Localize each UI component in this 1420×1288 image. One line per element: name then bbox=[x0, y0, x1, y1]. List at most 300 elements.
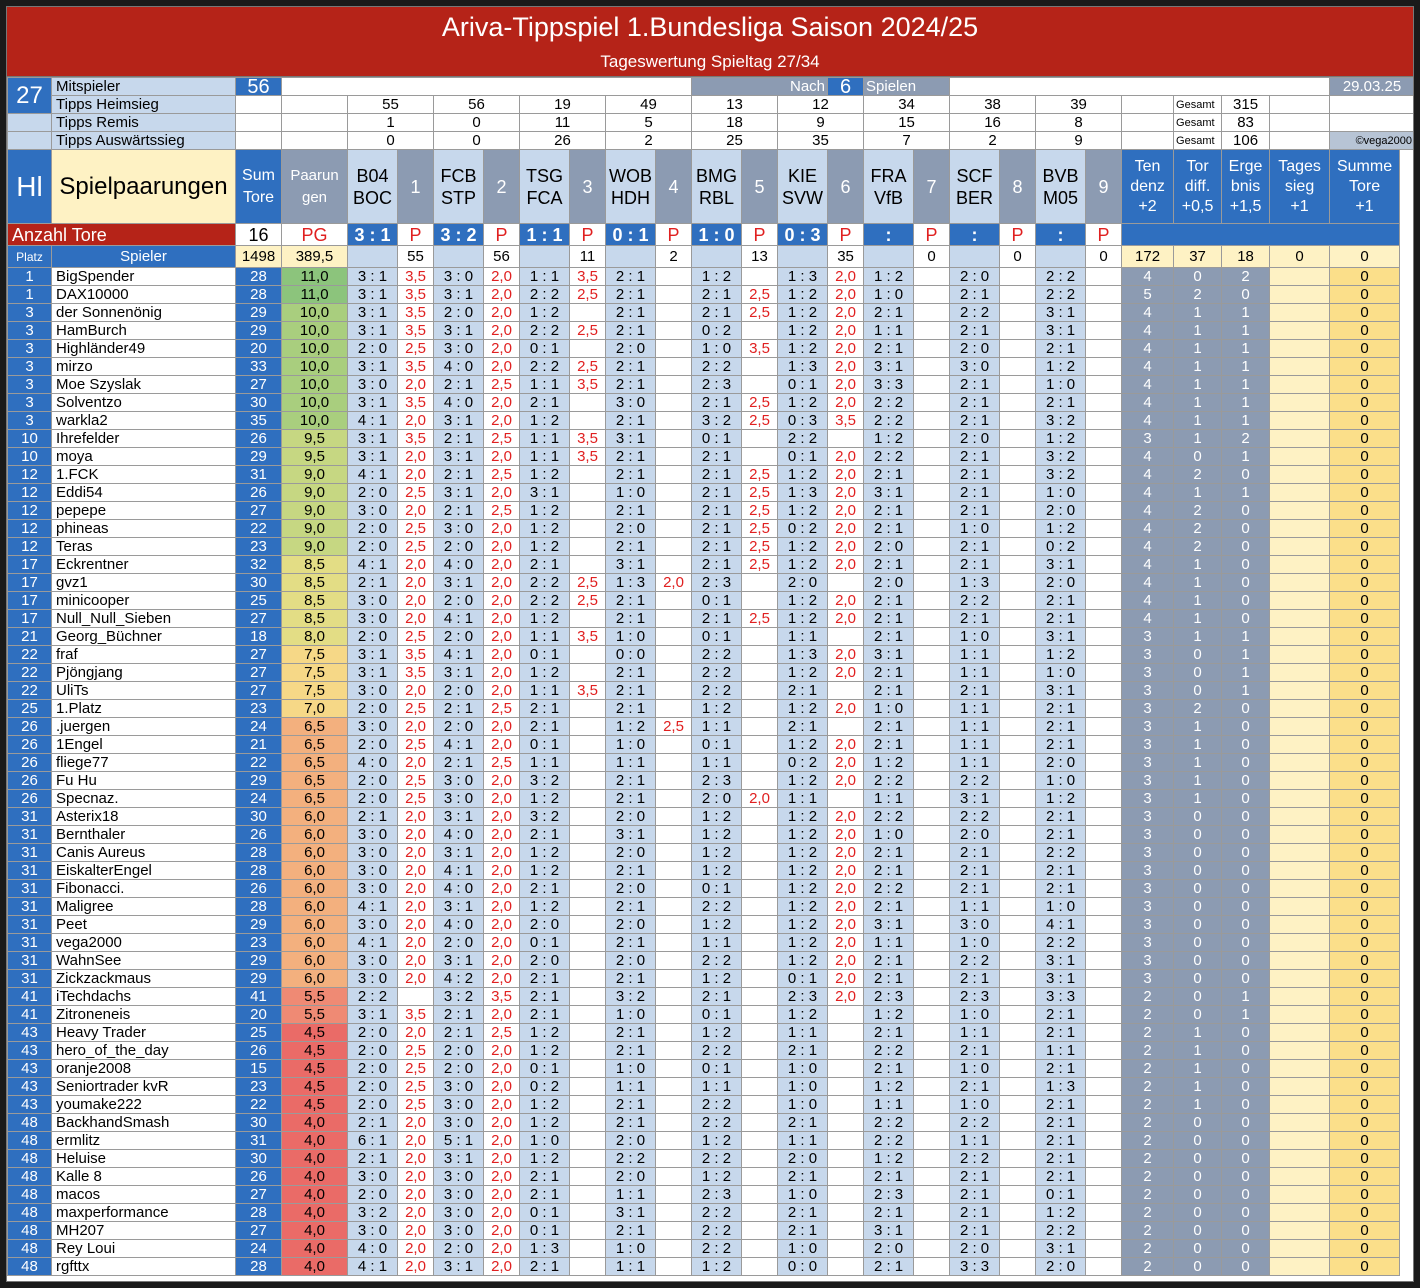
player-tendenz: 4 bbox=[1122, 394, 1174, 412]
player-ergebnis: 0 bbox=[1222, 880, 1270, 898]
player-sum-tore: 27 bbox=[236, 646, 282, 664]
player-tipp-points bbox=[570, 1024, 606, 1042]
player-tipp-points: 2,0 bbox=[484, 1114, 520, 1132]
player-sum-tore: 29 bbox=[236, 952, 282, 970]
player-tipp: 2 : 1 bbox=[778, 1114, 828, 1132]
cell bbox=[434, 246, 484, 268]
player-tipp: 3 : 0 bbox=[950, 916, 1000, 934]
player-tipp-points bbox=[914, 952, 950, 970]
game-7-pairing: FRA VfB bbox=[864, 150, 914, 224]
player-tipp: 3 : 0 bbox=[434, 1096, 484, 1114]
player-tipp: 1 : 0 bbox=[520, 1132, 570, 1150]
player-tipp: 2 : 2 bbox=[1036, 844, 1086, 862]
player-tipp-points bbox=[656, 556, 692, 574]
player-tordiff: 0 bbox=[1174, 1222, 1222, 1240]
player-points: 4,0 bbox=[282, 1258, 348, 1276]
player-tipp-points bbox=[656, 322, 692, 340]
player-tipp: 2 : 2 bbox=[950, 304, 1000, 322]
spieler-header: Spieler bbox=[52, 246, 236, 268]
player-tipp: 1 : 1 bbox=[950, 1024, 1000, 1042]
tipps-heim-value: 13 bbox=[692, 96, 778, 114]
player-tipp: 4 : 0 bbox=[348, 754, 398, 772]
player-tendenz: 4 bbox=[1122, 520, 1174, 538]
player-tendenz: 3 bbox=[1122, 682, 1174, 700]
table-row bbox=[8, 466, 1415, 484]
player-tipp: 2 : 1 bbox=[864, 1060, 914, 1078]
player-tipp-points bbox=[1086, 574, 1122, 592]
table-row bbox=[8, 880, 1415, 898]
player-tipp: 2 : 0 bbox=[606, 952, 656, 970]
player-summe-tore: 0 bbox=[1330, 1150, 1400, 1168]
player-tipp-points: 2,0 bbox=[828, 358, 864, 376]
player-tipp-points bbox=[742, 1078, 778, 1096]
player-points: 4,0 bbox=[282, 1186, 348, 1204]
player-tipp-points: 2,0 bbox=[398, 376, 434, 394]
player-tipp: 2 : 0 bbox=[434, 628, 484, 646]
player-tipp-points bbox=[742, 1168, 778, 1186]
player-tagessieg bbox=[1270, 1096, 1330, 1114]
player-tipp: 2 : 1 bbox=[692, 538, 742, 556]
player-tipp: 4 : 1 bbox=[434, 736, 484, 754]
player-tipp: 2 : 1 bbox=[950, 376, 1000, 394]
player-tipp: 1 : 2 bbox=[778, 1006, 828, 1024]
player-tipp-points bbox=[1086, 1114, 1122, 1132]
player-tipp-points bbox=[914, 880, 950, 898]
player-tipp-points bbox=[828, 1024, 864, 1042]
player-tipp: 1 : 2 bbox=[692, 268, 742, 286]
table-row bbox=[8, 1204, 1415, 1222]
player-tipp: 1 : 2 bbox=[778, 556, 828, 574]
player-tipp-points bbox=[914, 754, 950, 772]
player-points: 9,0 bbox=[282, 538, 348, 556]
table-row bbox=[8, 358, 1415, 376]
player-tipp: 2 : 0 bbox=[606, 916, 656, 934]
player-tipp: 1 : 2 bbox=[778, 304, 828, 322]
player-sum-tore: 27 bbox=[236, 376, 282, 394]
player-tendenz: 3 bbox=[1122, 880, 1174, 898]
player-tendenz: 3 bbox=[1122, 718, 1174, 736]
player-tendenz: 2 bbox=[1122, 1240, 1174, 1258]
player-tipp-points: 2,5 bbox=[570, 322, 606, 340]
player-points: 5,5 bbox=[282, 988, 348, 1006]
player-tipp-points bbox=[1000, 592, 1036, 610]
player-name: Zitroneneis bbox=[52, 1006, 236, 1024]
player-points: 7,5 bbox=[282, 646, 348, 664]
player-tipp-points: 2,0 bbox=[484, 1258, 520, 1276]
tipps-remis-value: 16 bbox=[950, 114, 1036, 132]
player-tipp: 2 : 0 bbox=[864, 574, 914, 592]
player-tipp-points bbox=[1086, 358, 1122, 376]
player-tendenz: 4 bbox=[1122, 322, 1174, 340]
player-tipp-points bbox=[914, 466, 950, 484]
player-tagessieg bbox=[1270, 898, 1330, 916]
player-tipp-points bbox=[1086, 304, 1122, 322]
player-tipp: 2 : 1 bbox=[950, 484, 1000, 502]
table-row bbox=[8, 574, 1415, 592]
player-tipp-points bbox=[656, 1150, 692, 1168]
mitspieler-count: 56 bbox=[236, 78, 282, 96]
tendenz-total: 172 bbox=[1122, 246, 1174, 268]
player-tipp: 1 : 2 bbox=[520, 1096, 570, 1114]
cell bbox=[520, 246, 570, 268]
player-tipp: 1 : 1 bbox=[778, 628, 828, 646]
player-tipp-points bbox=[1000, 610, 1036, 628]
player-rank: 17 bbox=[8, 610, 52, 628]
player-tipp: 2 : 0 bbox=[348, 1078, 398, 1096]
player-tipp: 0 : 1 bbox=[778, 970, 828, 988]
player-points: 6,0 bbox=[282, 826, 348, 844]
player-tipp: 1 : 1 bbox=[606, 1186, 656, 1204]
player-tipp-points: 2,0 bbox=[398, 754, 434, 772]
game-4-result: 0 : 1 bbox=[606, 224, 656, 246]
p-label: P bbox=[570, 224, 606, 246]
player-tipp: 2 : 1 bbox=[606, 898, 656, 916]
player-tipp: 2 : 1 bbox=[778, 1222, 828, 1240]
player-tipp: 1 : 3 bbox=[778, 484, 828, 502]
player-tipp: 2 : 2 bbox=[864, 808, 914, 826]
player-tordiff: 0 bbox=[1174, 826, 1222, 844]
player-tipp-points bbox=[656, 970, 692, 988]
player-tipp-points bbox=[742, 322, 778, 340]
player-tipp: 1 : 2 bbox=[606, 718, 656, 736]
player-tipp: 2 : 0 bbox=[520, 952, 570, 970]
player-tordiff: 0 bbox=[1174, 844, 1222, 862]
player-tagessieg bbox=[1270, 682, 1330, 700]
player-tipp: 1 : 2 bbox=[1036, 790, 1086, 808]
player-tipp-points: 2,0 bbox=[484, 610, 520, 628]
player-tipp-points bbox=[656, 772, 692, 790]
player-tipp: 2 : 0 bbox=[434, 682, 484, 700]
player-points: 4,5 bbox=[282, 1042, 348, 1060]
player-tipp: 2 : 1 bbox=[1036, 1060, 1086, 1078]
player-tipp: 1 : 2 bbox=[778, 700, 828, 718]
player-tipp: 2 : 0 bbox=[348, 1060, 398, 1078]
player-tendenz: 3 bbox=[1122, 628, 1174, 646]
game-4-number: 4 bbox=[656, 150, 692, 224]
player-tipp-points bbox=[1000, 1024, 1036, 1042]
player-tipp: 1 : 2 bbox=[692, 700, 742, 718]
player-points: 6,0 bbox=[282, 898, 348, 916]
player-tipp: 4 : 0 bbox=[434, 556, 484, 574]
player-tordiff: 1 bbox=[1174, 592, 1222, 610]
player-tipp: 2 : 1 bbox=[1036, 718, 1086, 736]
player-tipp-points: 3,5 bbox=[398, 1006, 434, 1024]
player-ergebnis: 0 bbox=[1222, 592, 1270, 610]
player-tagessieg bbox=[1270, 574, 1330, 592]
player-ergebnis: 0 bbox=[1222, 1150, 1270, 1168]
player-name: maxperformance bbox=[52, 1204, 236, 1222]
tipps-remis-value: 0 bbox=[434, 114, 520, 132]
player-sum-tore: 15 bbox=[236, 1060, 282, 1078]
player-ergebnis: 0 bbox=[1222, 1258, 1270, 1276]
player-tipp: 1 : 2 bbox=[864, 268, 914, 286]
player-tipp: 2 : 1 bbox=[950, 862, 1000, 880]
player-tipp-points bbox=[914, 1132, 950, 1150]
player-ergebnis: 0 bbox=[1222, 1060, 1270, 1078]
player-points: 4,0 bbox=[282, 1150, 348, 1168]
table-row bbox=[8, 502, 1415, 520]
player-tendenz: 4 bbox=[1122, 376, 1174, 394]
player-tipp-points bbox=[570, 808, 606, 826]
player-tipp-points bbox=[1000, 466, 1036, 484]
player-rank: 3 bbox=[8, 304, 52, 322]
player-points: 6,5 bbox=[282, 736, 348, 754]
game-5-result: 1 : 0 bbox=[692, 224, 742, 246]
player-tipp-points bbox=[742, 1204, 778, 1222]
player-tordiff: 1 bbox=[1174, 1078, 1222, 1096]
player-tipp-points bbox=[742, 1114, 778, 1132]
player-summe-tore: 0 bbox=[1330, 1204, 1400, 1222]
player-tipp-points bbox=[656, 538, 692, 556]
tipps-heim-value: 49 bbox=[606, 96, 692, 114]
player-tipp: 2 : 1 bbox=[1036, 1150, 1086, 1168]
player-tipp-points: 3,5 bbox=[398, 304, 434, 322]
player-tordiff: 2 bbox=[1174, 700, 1222, 718]
player-tipp: 2 : 1 bbox=[606, 466, 656, 484]
player-tipp: 2 : 1 bbox=[950, 1078, 1000, 1096]
tipps-aus-value: 0 bbox=[434, 132, 520, 150]
cell bbox=[282, 78, 692, 96]
player-sum-tore: 27 bbox=[236, 1222, 282, 1240]
player-tipp-points: 2,5 bbox=[398, 628, 434, 646]
player-tendenz: 3 bbox=[1122, 808, 1174, 826]
player-tipp: 2 : 1 bbox=[950, 286, 1000, 304]
player-tipp: 2 : 1 bbox=[434, 376, 484, 394]
player-tipp-points bbox=[570, 772, 606, 790]
player-tipp-points bbox=[1000, 1204, 1036, 1222]
player-tipp-points: 2,5 bbox=[398, 1078, 434, 1096]
player-tipp: 1 : 2 bbox=[520, 412, 570, 430]
player-ergebnis: 1 bbox=[1222, 358, 1270, 376]
player-tipp: 2 : 0 bbox=[520, 916, 570, 934]
table-row bbox=[8, 1024, 1415, 1042]
player-tipp: 1 : 3 bbox=[778, 268, 828, 286]
tipps-aus-value: 0 bbox=[348, 132, 434, 150]
player-tipp-points bbox=[1086, 1258, 1122, 1276]
player-tipp: 2 : 0 bbox=[606, 1132, 656, 1150]
game-2-pairing: FCB STP bbox=[434, 150, 484, 224]
player-tipp: 1 : 0 bbox=[778, 1078, 828, 1096]
player-tipp-points: 2,0 bbox=[484, 268, 520, 286]
player-tagessieg bbox=[1270, 880, 1330, 898]
player-tipp: 2 : 1 bbox=[950, 412, 1000, 430]
player-tipp: 3 : 2 bbox=[520, 772, 570, 790]
player-tipp-points: 2,0 bbox=[484, 1168, 520, 1186]
player-tipp: 3 : 2 bbox=[1036, 466, 1086, 484]
player-tipp: 1 : 0 bbox=[1036, 484, 1086, 502]
player-summe-tore: 0 bbox=[1330, 718, 1400, 736]
player-tipp-points bbox=[914, 826, 950, 844]
gesamt-heim: 315 bbox=[1222, 96, 1270, 114]
player-name: EiskalterEngel bbox=[52, 862, 236, 880]
player-name: warkla2 bbox=[52, 412, 236, 430]
player-tipp: 1 : 0 bbox=[864, 826, 914, 844]
player-tipp: 1 : 3 bbox=[950, 574, 1000, 592]
player-tipp-points bbox=[1086, 754, 1122, 772]
player-points: 6,5 bbox=[282, 772, 348, 790]
player-tipp: 3 : 1 bbox=[434, 322, 484, 340]
player-tipp-points: 2,0 bbox=[828, 736, 864, 754]
player-tordiff: 1 bbox=[1174, 736, 1222, 754]
player-summe-tore: 0 bbox=[1330, 772, 1400, 790]
player-tipp: 0 : 1 bbox=[778, 376, 828, 394]
player-tipp: 2 : 1 bbox=[434, 502, 484, 520]
player-tipp: 1 : 1 bbox=[950, 646, 1000, 664]
player-tipp-points: 2,0 bbox=[398, 916, 434, 934]
player-tipp: 2 : 1 bbox=[1036, 826, 1086, 844]
player-tipp: 2 : 1 bbox=[864, 628, 914, 646]
player-tipp-points: 3,5 bbox=[570, 430, 606, 448]
player-tendenz: 4 bbox=[1122, 340, 1174, 358]
player-sum-tore: 29 bbox=[236, 448, 282, 466]
player-tipp: 1 : 2 bbox=[778, 502, 828, 520]
player-tipp: 3 : 1 bbox=[434, 844, 484, 862]
player-tagessieg bbox=[1270, 538, 1330, 556]
player-tipp-points bbox=[828, 628, 864, 646]
player-tipp: 2 : 2 bbox=[520, 322, 570, 340]
player-tipp-points: 2,0 bbox=[484, 574, 520, 592]
player-tipp-points bbox=[828, 1006, 864, 1024]
player-tipp-points bbox=[656, 484, 692, 502]
player-tendenz: 3 bbox=[1122, 772, 1174, 790]
player-tipp: 3 : 0 bbox=[434, 340, 484, 358]
player-tipp-points bbox=[656, 304, 692, 322]
player-tipp: 2 : 2 bbox=[348, 988, 398, 1006]
player-tipp: 3 : 0 bbox=[434, 520, 484, 538]
cell bbox=[282, 114, 348, 132]
player-tipp: 3 : 1 bbox=[864, 1222, 914, 1240]
player-tipp: 3 : 1 bbox=[606, 556, 656, 574]
player-tipp-points: 2,5 bbox=[398, 790, 434, 808]
player-tendenz: 3 bbox=[1122, 754, 1174, 772]
player-tipp-points: 2,0 bbox=[484, 484, 520, 502]
player-tipp: 4 : 1 bbox=[1036, 916, 1086, 934]
player-tagessieg bbox=[1270, 286, 1330, 304]
player-tendenz: 2 bbox=[1122, 1060, 1174, 1078]
player-tipp-points bbox=[1086, 556, 1122, 574]
player-tipp-points bbox=[570, 412, 606, 430]
player-tipp-points bbox=[828, 1042, 864, 1060]
player-summe-tore: 0 bbox=[1330, 880, 1400, 898]
player-sum-tore: 30 bbox=[236, 574, 282, 592]
player-summe-tore: 0 bbox=[1330, 574, 1400, 592]
player-tipp: 1 : 1 bbox=[692, 754, 742, 772]
player-tipp: 3 : 1 bbox=[348, 268, 398, 286]
player-tipp-points bbox=[1000, 286, 1036, 304]
player-name: macos bbox=[52, 1186, 236, 1204]
player-summe-tore: 0 bbox=[1330, 1042, 1400, 1060]
player-tipp: 1 : 2 bbox=[778, 286, 828, 304]
tipps-aus-value: 9 bbox=[1036, 132, 1122, 150]
player-sum-tore: 29 bbox=[236, 322, 282, 340]
player-tipp: 4 : 0 bbox=[434, 358, 484, 376]
player-name: oranje2008 bbox=[52, 1060, 236, 1078]
player-name: Heavy Trader bbox=[52, 1024, 236, 1042]
player-tipp: 1 : 0 bbox=[778, 1186, 828, 1204]
player-ergebnis: 0 bbox=[1222, 844, 1270, 862]
player-tipp: 1 : 2 bbox=[520, 610, 570, 628]
player-rank: 1 bbox=[8, 268, 52, 286]
player-tipp: 1 : 2 bbox=[520, 304, 570, 322]
player-tipp-points: 2,0 bbox=[828, 646, 864, 664]
player-tagessieg bbox=[1270, 1258, 1330, 1276]
player-ergebnis: 0 bbox=[1222, 610, 1270, 628]
player-tipp-points bbox=[828, 1222, 864, 1240]
player-tipp-points: 2,0 bbox=[484, 1204, 520, 1222]
player-tipp-points: 2,0 bbox=[828, 754, 864, 772]
player-tendenz: 3 bbox=[1122, 862, 1174, 880]
player-sum-tore: 28 bbox=[236, 1204, 282, 1222]
player-tipp: 2 : 2 bbox=[692, 952, 742, 970]
player-tipp-points: 2,0 bbox=[398, 1204, 434, 1222]
player-tipp: 3 : 1 bbox=[864, 358, 914, 376]
game-3-number: 3 bbox=[570, 150, 606, 224]
player-tipp: 2 : 0 bbox=[348, 538, 398, 556]
player-tipp-points bbox=[1086, 376, 1122, 394]
player-tipp-points bbox=[914, 1240, 950, 1258]
player-points: 7,0 bbox=[282, 700, 348, 718]
player-tendenz: 2 bbox=[1122, 1186, 1174, 1204]
tipps-aus-value: 2 bbox=[950, 132, 1036, 150]
player-tipp-points: 3,5 bbox=[398, 664, 434, 682]
player-tipp-points: 2,0 bbox=[398, 898, 434, 916]
player-tipp: 2 : 1 bbox=[1036, 1024, 1086, 1042]
player-name: Peet bbox=[52, 916, 236, 934]
table-row bbox=[8, 700, 1415, 718]
player-tipp: 5 : 1 bbox=[434, 1132, 484, 1150]
player-points: 11,0 bbox=[282, 268, 348, 286]
player-tendenz: 4 bbox=[1122, 538, 1174, 556]
player-name: 1.Platz bbox=[52, 700, 236, 718]
game-7-points: 0 bbox=[914, 246, 950, 268]
player-tendenz: 2 bbox=[1122, 1042, 1174, 1060]
mitspieler-label: Mitspieler bbox=[52, 78, 236, 96]
player-tipp: 2 : 1 bbox=[950, 682, 1000, 700]
player-tipp-points bbox=[742, 700, 778, 718]
date-label: 29.03.25 bbox=[1330, 78, 1414, 96]
player-tipp: 1 : 0 bbox=[606, 484, 656, 502]
player-tipp: 2 : 1 bbox=[1036, 340, 1086, 358]
player-rank: 31 bbox=[8, 934, 52, 952]
player-tipp-points bbox=[570, 1096, 606, 1114]
tipps-aus-value: 2 bbox=[606, 132, 692, 150]
player-ergebnis: 1 bbox=[1222, 448, 1270, 466]
player-tipp: 1 : 0 bbox=[778, 1240, 828, 1258]
player-tipp: 1 : 1 bbox=[950, 1132, 1000, 1150]
player-tipp-points bbox=[914, 808, 950, 826]
player-tipp-points bbox=[914, 916, 950, 934]
player-tipp-points bbox=[742, 448, 778, 466]
player-tipp-points bbox=[1086, 1204, 1122, 1222]
player-points: 4,0 bbox=[282, 1222, 348, 1240]
player-ergebnis: 1 bbox=[1222, 682, 1270, 700]
player-tipp-points: 2,0 bbox=[398, 592, 434, 610]
player-rank: 22 bbox=[8, 682, 52, 700]
player-points: 10,0 bbox=[282, 358, 348, 376]
player-tendenz: 2 bbox=[1122, 1222, 1174, 1240]
player-tordiff: 1 bbox=[1174, 1024, 1222, 1042]
player-tipp: 2 : 1 bbox=[692, 484, 742, 502]
player-tagessieg bbox=[1270, 1078, 1330, 1096]
player-tipp: 2 : 0 bbox=[606, 880, 656, 898]
table-row bbox=[8, 286, 1415, 304]
player-tipp-points bbox=[914, 934, 950, 952]
cell bbox=[950, 246, 1000, 268]
player-tipp-points: 3,5 bbox=[398, 358, 434, 376]
cell bbox=[8, 114, 52, 132]
p-label: P bbox=[656, 224, 692, 246]
player-tipp-points bbox=[1000, 898, 1036, 916]
